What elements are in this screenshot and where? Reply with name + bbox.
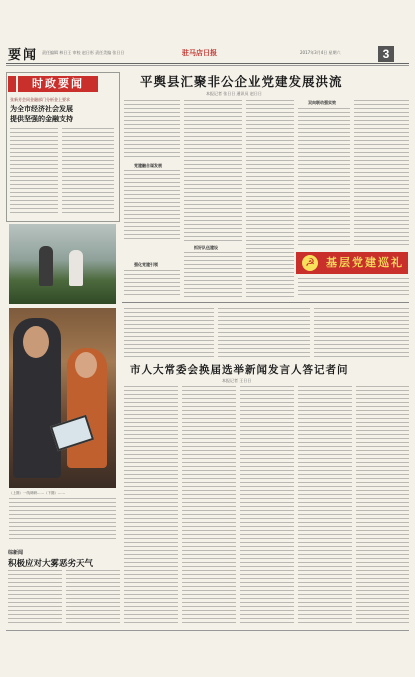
figure-face	[23, 326, 49, 358]
header-date: 2017年3月4日 星期六	[300, 50, 341, 55]
weather-body-2	[66, 570, 120, 626]
second-col-1	[124, 386, 178, 624]
weather-body-1	[8, 570, 62, 626]
caption-text-lines	[9, 498, 116, 542]
left-kicker: 张新芳会同金融部门分析金上要求	[10, 97, 70, 102]
main-col-1	[124, 100, 180, 160]
section-title: 要闻	[8, 48, 39, 63]
banner-adjacent-text	[298, 278, 409, 298]
footer-rule	[6, 630, 409, 631]
main-col-2	[184, 100, 242, 242]
story-block-a2	[218, 308, 310, 358]
main-subhead-4: 强化党建引领	[134, 262, 158, 267]
main-col-2b	[184, 252, 242, 298]
main-subhead-3: 双向联动强实效	[308, 100, 336, 105]
weather-kicker: 综新闻	[8, 550, 24, 556]
main-subhead-1: 党建融合谋发展	[134, 163, 162, 168]
hammer-sickle-icon: ☭	[302, 255, 318, 271]
main-col-5	[354, 100, 409, 248]
second-col-3	[240, 386, 294, 624]
left-body-text	[10, 128, 58, 216]
figure-person	[39, 246, 53, 286]
story-block-a3	[314, 308, 409, 358]
left-body-text-2	[62, 128, 114, 216]
shizheng-tag: 时政要闻	[18, 76, 98, 92]
tablet-photo	[9, 308, 116, 488]
page-number: 3	[378, 46, 394, 62]
main-col-1b	[124, 170, 180, 242]
left-headline-2: 提供坚强的金融支持	[10, 114, 73, 123]
second-byline: 本报记者 王日日	[222, 378, 252, 383]
weather-headline: 积极应对大雾恶劣天气	[8, 559, 94, 569]
main-byline: 本报记者 张日日 通讯员 赵日日	[206, 91, 262, 96]
main-subhead-2: 抓好队伍建设	[194, 245, 218, 250]
section-divider	[122, 302, 409, 303]
masthead: 驻马店日报	[182, 48, 217, 57]
story-block-a1	[124, 308, 214, 358]
tag-decoration	[8, 76, 16, 92]
party-building-banner: 基层党建巡礼	[296, 252, 408, 274]
figure-person	[69, 250, 83, 286]
header-rule-thin	[6, 65, 409, 66]
second-headline: 市人大常委会换届选举新闻发言人答记者问	[130, 364, 349, 376]
photo-caption: （上图）一线调研……（下图）……	[9, 491, 65, 495]
main-col-3	[246, 100, 294, 298]
left-headline-1: 为全市经济社会发展	[10, 104, 73, 113]
main-col-4	[298, 108, 350, 248]
second-col-4	[298, 386, 352, 624]
header-meta: 责任编辑 林日王 审校 赵日彤 责任美编 张日日	[42, 50, 125, 55]
main-col-1c	[124, 270, 180, 298]
main-headline: 平舆县汇聚非公企业党建发展洪流	[140, 74, 343, 89]
second-col-2	[182, 386, 236, 624]
header-rule	[6, 63, 409, 64]
figure-face	[75, 352, 97, 378]
greenhouse-photo	[9, 224, 116, 304]
second-col-5	[356, 386, 409, 624]
